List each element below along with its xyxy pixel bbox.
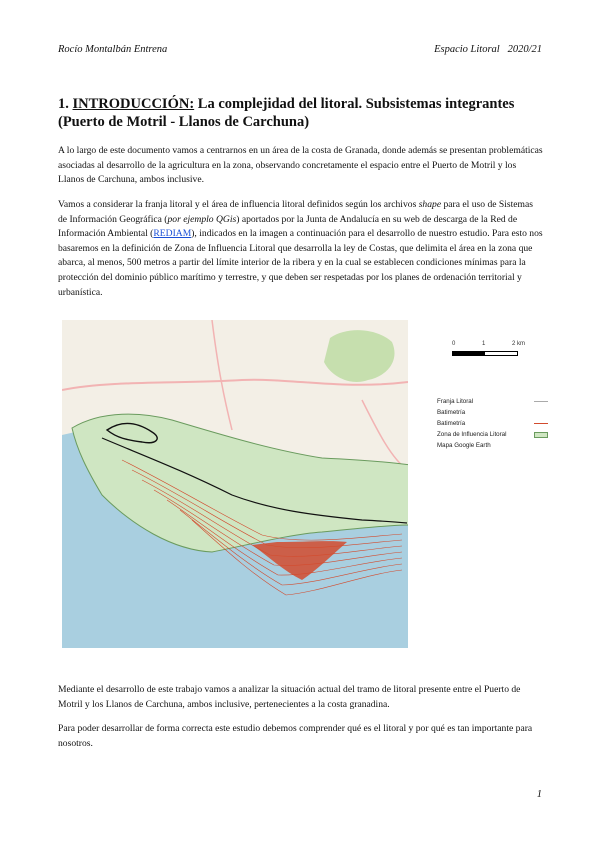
p2-part-b: para el uso de Sistemas de Información Geográfica (: [58, 199, 534, 225]
p2-part-c: ) aportados por la Junta de Andalucía en su web de descarga de la Red de Información Ambiental (: [58, 213, 518, 240]
p2-part-d: ), indicados en la imagen a continuación para el desarrollo de nuestro estudio. Para esto nos basaremos en la definición de Zona de Influencia Litoral que desarrolla la ley de Costas, que delimita el área en la zona que abarca, al menos, 500 metros a partir del límite interior de la ribera y en la cual se establecen condiciones mínimas para la protección del dominio público marítimo y terrestre, y que deben ser respetadas por los planes de ordenación territorial y urbanística.: [58, 228, 543, 298]
section-heading-line2: (Puerto de Motril - Llanos de Carchuna): [58, 114, 310, 130]
paragraph-data-sources: [58, 198, 544, 300]
scale-zero: 0: [452, 341, 456, 347]
legend-item-google-earth: [437, 440, 557, 451]
legend-label: Batimetría: [437, 409, 466, 416]
header-subject-year: [434, 44, 542, 55]
map-legend: [437, 396, 557, 451]
p2-example: por ejemplo QGis: [167, 213, 237, 225]
section-title: [58, 95, 548, 131]
paragraph-importance: Para poder desarrollar de forma correcta este estudio debemos comprender qué es el litoral y por qué es tan importante para nosotros.: [58, 723, 533, 749]
header-subject: Espacio Litoral: [434, 44, 500, 55]
page-header: [58, 44, 542, 58]
coastal-map: [62, 320, 408, 648]
scale-bar-graphic: [452, 351, 518, 356]
header-year: 2020/21: [507, 44, 542, 55]
legend-box-green-icon: [534, 432, 548, 438]
rediam-link[interactable]: REDIAM: [153, 228, 192, 240]
legend-label: Batimetría: [437, 420, 466, 427]
scale-end: 2 km: [512, 341, 526, 347]
legend-label: Franja Litoral: [437, 398, 474, 405]
scale-mid: 1: [482, 341, 486, 347]
map-scale-bar: [452, 341, 532, 365]
section-number: 1.: [58, 96, 69, 112]
paragraph-analysis: Mediante el desarrollo de este trabajo vamos a analizar la situación actual del tramo de litoral presente entre el Puerto de Motril y los Llanos de Carchuna, ambos inclusive, pertenecientes a la costa granadina.: [58, 684, 521, 710]
legend-item-franja: [437, 396, 557, 407]
header-author: Rocío Montalbán Entrena: [58, 44, 168, 55]
legend-label: Mapa Google Earth: [437, 442, 491, 449]
legend-item-zona: [437, 429, 557, 440]
section-heading-underlined: INTRODUCCIÓN:: [72, 96, 195, 112]
p2-shape: shape: [418, 199, 442, 210]
paragraph-intro: A lo largo de este documento vamos a centrarnos en un área de la costa de Granada, donde además se presentan problemáticas asociadas al desarrollo de la agricultura en la zona, observando concretamente el espacio entre el Puerto de Motril y los Llanos de Carchuna, ambos inclusive.: [58, 145, 543, 186]
coastal-map-figure: [62, 320, 408, 648]
page-number: 1: [536, 789, 542, 800]
legend-line-red-icon: [534, 423, 548, 424]
legend-item-batimetria-header: [437, 407, 557, 418]
legend-label: Zona de Influencia Litoral: [437, 431, 507, 438]
legend-item-batimetria: [437, 418, 557, 429]
section-heading-line1: La complejidad del litoral. Subsistemas integrantes: [197, 96, 515, 112]
legend-line-grey-icon: [534, 401, 548, 402]
p2-part-a: Vamos a considerar la franja litoral y el área de influencia litoral definidos según los archivos: [58, 199, 419, 210]
